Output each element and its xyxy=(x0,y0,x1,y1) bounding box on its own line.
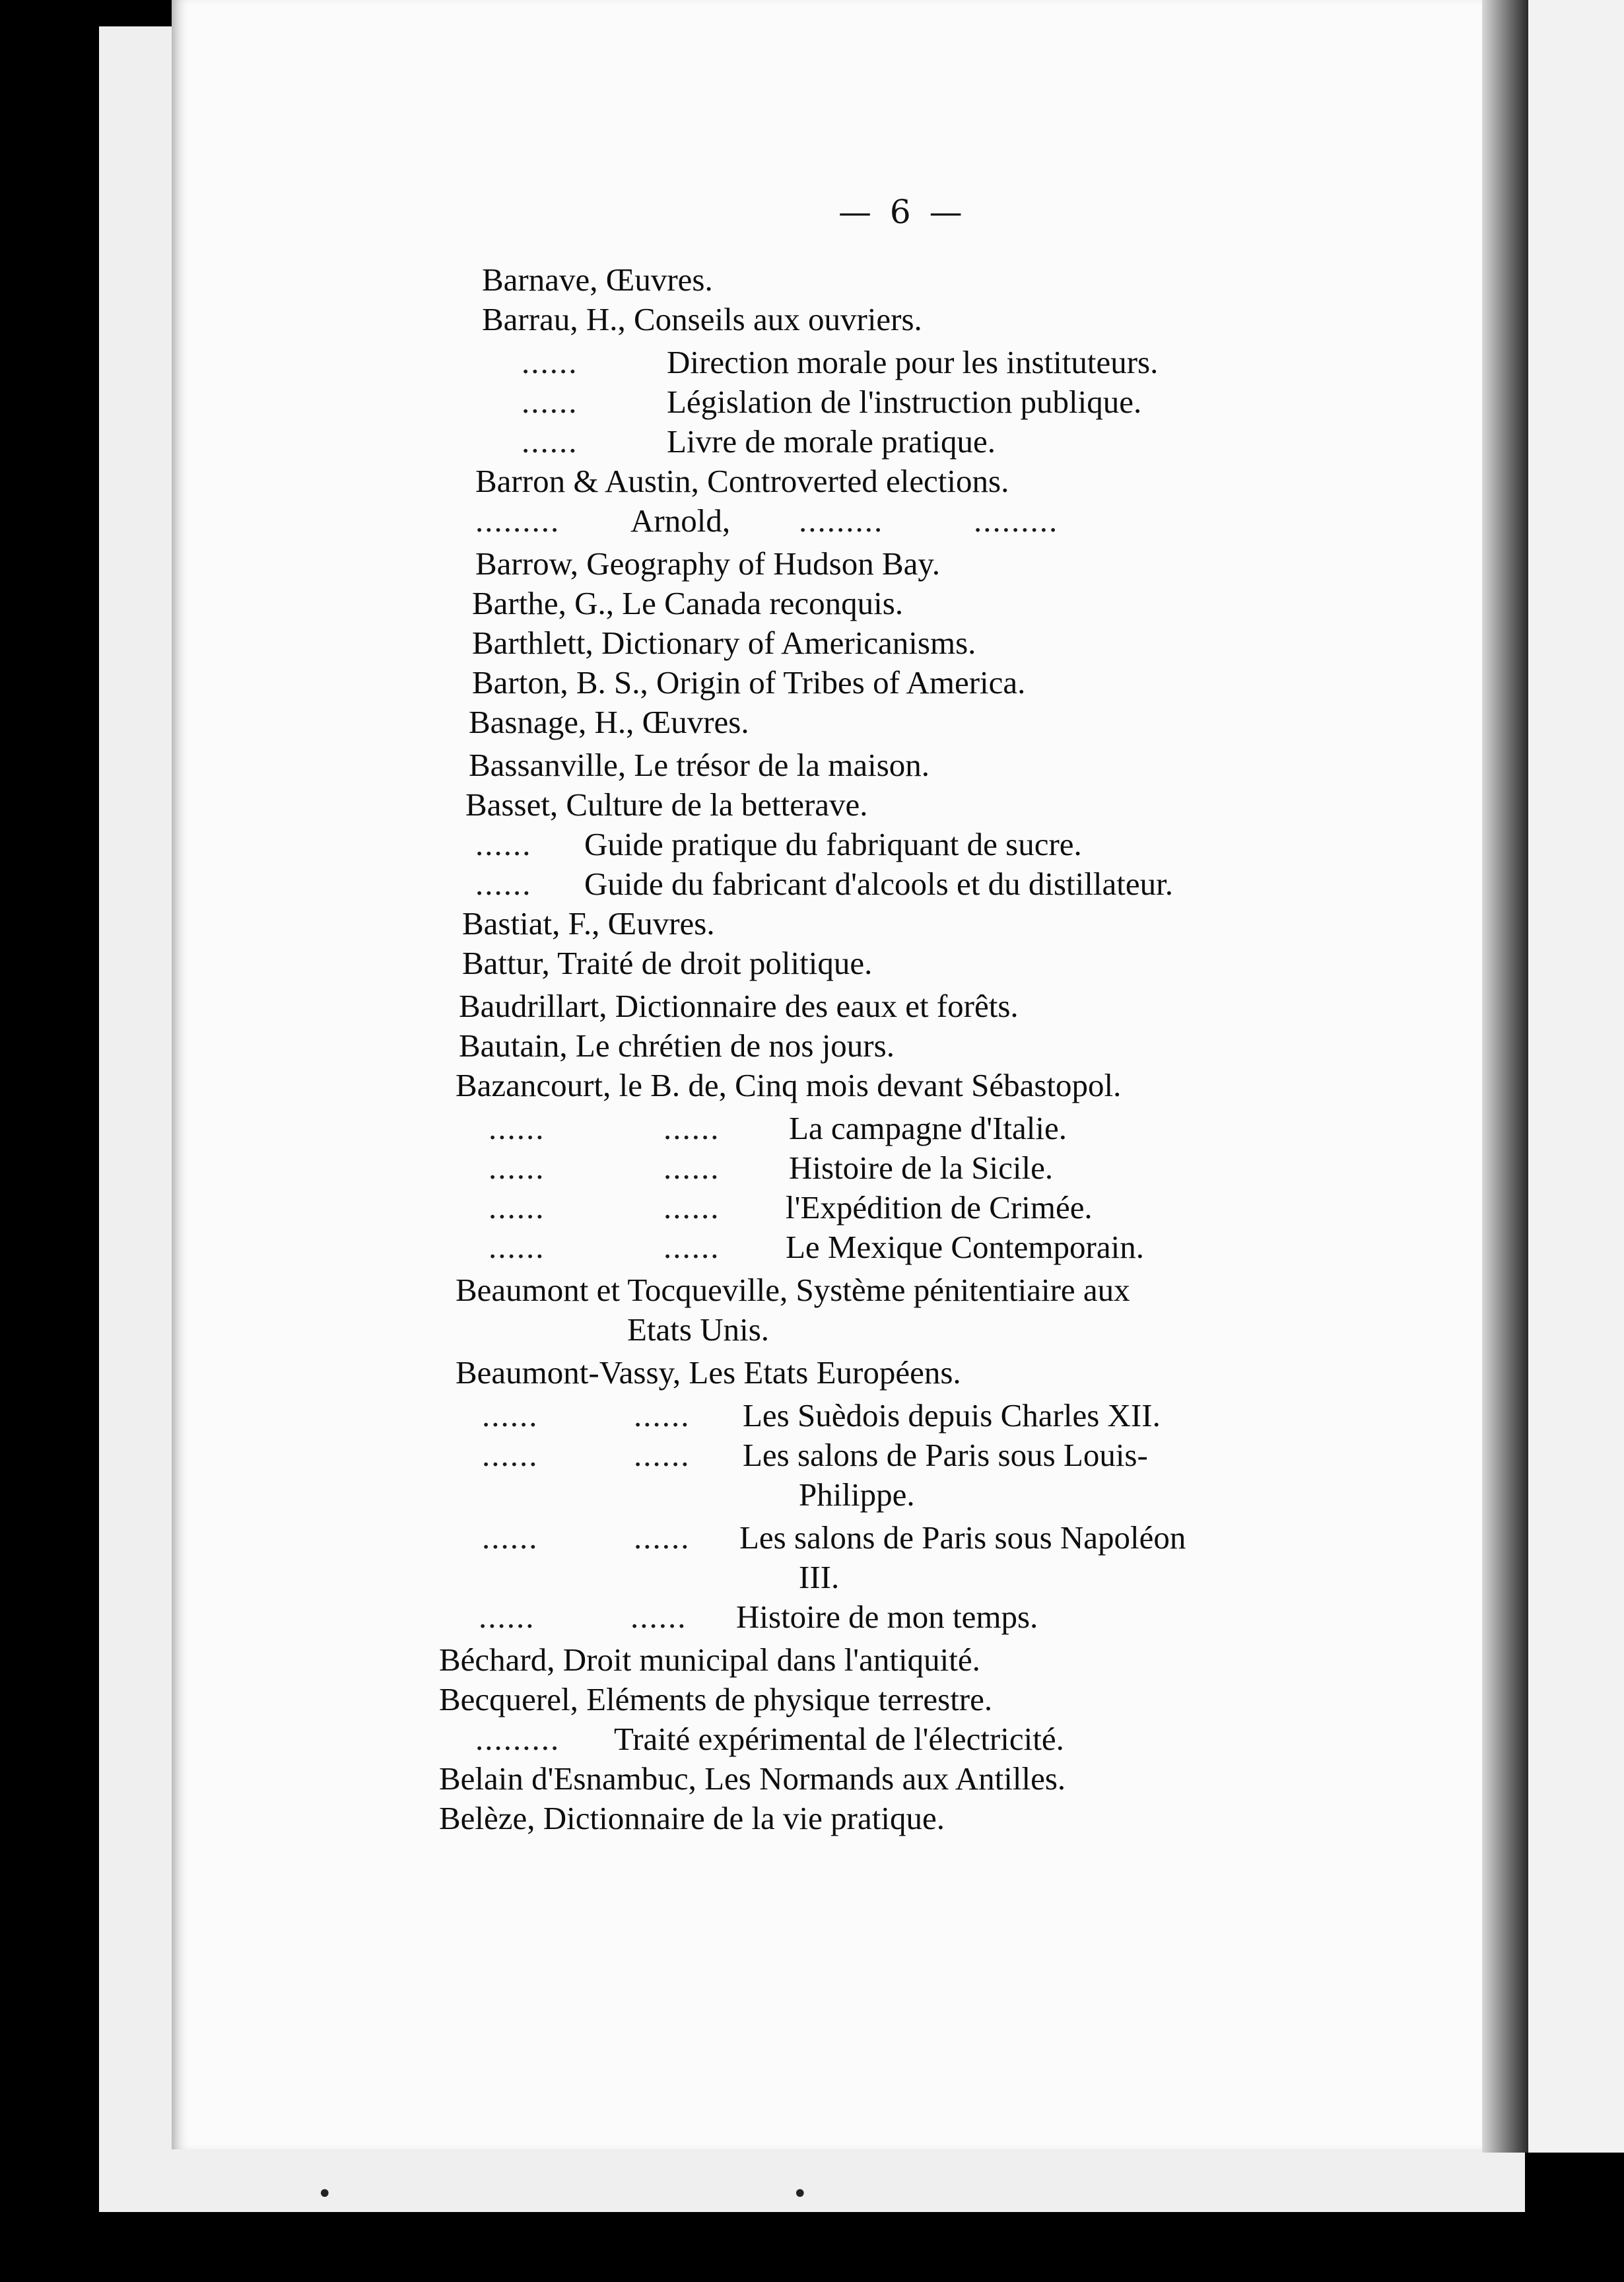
catalog-entry xyxy=(0,825,1624,865)
entry-text: Barrow, Geography of Hudson Bay. xyxy=(475,545,940,582)
catalog-entry xyxy=(0,987,1624,1027)
ditto-dots: ...... xyxy=(482,1437,539,1473)
catalog-entry xyxy=(0,1189,1624,1228)
entry-text: Arnold, xyxy=(630,502,731,539)
entry-text: Barthlett, Dictionary of Americanisms. xyxy=(472,625,976,661)
ditto-dots: ...... xyxy=(634,1397,691,1434)
entry-text: Beaumont et Tocqueville, Système pénitentiaire aux xyxy=(456,1272,1130,1308)
page-number: — 6 — xyxy=(838,193,966,231)
catalog-entry xyxy=(0,1760,1624,1799)
entry-text: Bautain, Le chrétien de nos jours. xyxy=(459,1027,895,1064)
entry-text: Beaumont-Vassy, Les Etats Européens. xyxy=(456,1354,961,1391)
entry-text: Basset, Culture de la betterave. xyxy=(465,786,868,823)
entry-text: Etats Unis. xyxy=(627,1311,770,1348)
entry-text: La campagne d'Italie. xyxy=(789,1110,1067,1146)
entry-text: Barnave, Œuvres. xyxy=(482,261,713,298)
catalog-entry xyxy=(0,1311,1624,1350)
ditto-dots: ...... xyxy=(663,1150,720,1186)
ditto-dots: ...... xyxy=(479,1599,535,1635)
ditto-dots: ......... xyxy=(799,502,884,539)
entry-text: Guide pratique du fabriquant de sucre. xyxy=(584,826,1082,862)
ditto-dots: ...... xyxy=(482,1397,539,1434)
ditto-dots: ...... xyxy=(475,826,532,862)
ditto-dots: ...... xyxy=(522,384,578,420)
entry-text: Les Suèdois depuis Charles XII. xyxy=(743,1397,1161,1434)
catalog-entry xyxy=(0,1149,1624,1189)
catalog-entry xyxy=(0,1641,1624,1680)
entry-text: Le Mexique Contemporain. xyxy=(786,1229,1144,1265)
catalog-entry xyxy=(0,1271,1624,1311)
catalog-entry xyxy=(0,905,1624,944)
entry-text: Barrau, H., Conseils aux ouvriers. xyxy=(482,301,922,337)
ditto-dots: ......... xyxy=(974,502,1059,539)
ditto-dots: ...... xyxy=(663,1189,720,1226)
entry-text: Bassanville, Le trésor de la maison. xyxy=(469,747,930,783)
entry-text: III. xyxy=(799,1559,840,1595)
entry-text: Les salons de Paris sous Louis- xyxy=(743,1437,1148,1473)
catalog-entry xyxy=(0,423,1624,462)
catalog-entry xyxy=(0,1680,1624,1720)
catalog-entry xyxy=(0,703,1624,743)
ditto-dots: ...... xyxy=(522,423,578,460)
ditto-dots: ...... xyxy=(489,1229,545,1265)
entry-text: Battur, Traité de droit politique. xyxy=(462,945,873,981)
ditto-dots: ...... xyxy=(663,1110,720,1146)
entry-text: Guide du fabricant d'alcools et du distillateur. xyxy=(584,866,1173,902)
entry-text: Béchard, Droit municipal dans l'antiquité. xyxy=(439,1642,980,1678)
entry-text: Les salons de Paris sous Napoléon xyxy=(739,1519,1186,1556)
catalog-entry xyxy=(0,1228,1624,1268)
catalog-entry xyxy=(0,502,1624,541)
catalog-entry xyxy=(0,1799,1624,1839)
catalog-entry xyxy=(0,1066,1624,1106)
catalog-entry xyxy=(0,786,1624,825)
entry-text: Livre de morale pratique. xyxy=(667,423,996,460)
ditto-dots: ...... xyxy=(634,1519,691,1556)
entry-text: Barthe, G., Le Canada reconquis. xyxy=(472,585,904,621)
entry-text: Barron & Austin, Controverted elections. xyxy=(475,463,1009,499)
ditto-dots: ...... xyxy=(630,1599,687,1635)
entry-text: Becquerel, Eléments de physique terrestre. xyxy=(439,1681,993,1717)
catalog-entry xyxy=(0,1397,1624,1436)
entry-text: Philippe. xyxy=(799,1476,915,1513)
catalog-entry xyxy=(0,545,1624,584)
ditto-dots: ...... xyxy=(489,1150,545,1186)
catalog-entry xyxy=(0,1720,1624,1760)
catalog-entry xyxy=(0,1027,1624,1066)
catalog-entry xyxy=(0,944,1624,984)
entry-text: Baudrillart, Dictionnaire des eaux et forêts. xyxy=(459,988,1019,1024)
catalog-entry xyxy=(0,584,1624,624)
entry-text: Bazancourt, le B. de, Cinq mois devant Sébastopol. xyxy=(456,1067,1122,1103)
ditto-dots: ...... xyxy=(522,344,578,380)
entry-text: Basnage, H., Œuvres. xyxy=(469,704,749,740)
catalog-entry xyxy=(0,1519,1624,1558)
catalog-entry xyxy=(0,746,1624,786)
ditto-dots: ...... xyxy=(482,1519,539,1556)
catalog-entry xyxy=(0,1436,1624,1476)
catalog-entry xyxy=(0,624,1624,664)
catalog-entry xyxy=(0,1558,1624,1598)
entry-text: Législation de l'instruction publique. xyxy=(667,384,1142,420)
catalog-entry xyxy=(0,383,1624,423)
ditto-dots: ...... xyxy=(634,1437,691,1473)
entry-text: Bastiat, F., Œuvres. xyxy=(462,905,715,942)
ditto-dots: ...... xyxy=(489,1110,545,1146)
ditto-dots: ......... xyxy=(475,502,560,539)
ditto-dots: ...... xyxy=(663,1229,720,1265)
entry-text: Histoire de la Sicile. xyxy=(789,1150,1054,1186)
catalog-entry xyxy=(0,300,1624,340)
entry-text: l'Expédition de Crimée. xyxy=(786,1189,1093,1226)
catalog-entry xyxy=(0,462,1624,502)
catalog-entry xyxy=(0,1476,1624,1515)
catalog-entry xyxy=(0,1109,1624,1149)
catalog-entry xyxy=(0,1598,1624,1638)
entry-text: Histoire de mon temps. xyxy=(736,1599,1038,1635)
catalog-entry xyxy=(0,343,1624,383)
entry-text: Belain d'Esnambuc, Les Normands aux Antilles. xyxy=(439,1760,1066,1797)
ditto-dots: ...... xyxy=(475,866,532,902)
catalog-entry xyxy=(0,664,1624,703)
entry-text: Belèze, Dictionnaire de la vie pratique. xyxy=(439,1800,945,1836)
ditto-dots: ......... xyxy=(475,1721,560,1757)
catalog-entry xyxy=(0,261,1624,300)
entry-text: Barton, B. S., Origin of Tribes of America. xyxy=(472,664,1026,701)
scan-speck: • xyxy=(792,2179,808,2209)
entry-text: Direction morale pour les instituteurs. xyxy=(667,344,1159,380)
entry-text: Traité expérimental de l'électricité. xyxy=(614,1721,1064,1757)
scan-speck: • xyxy=(317,2179,333,2209)
catalog-entry xyxy=(0,865,1624,905)
ditto-dots: ...... xyxy=(489,1189,545,1226)
catalog-entry xyxy=(0,1354,1624,1393)
